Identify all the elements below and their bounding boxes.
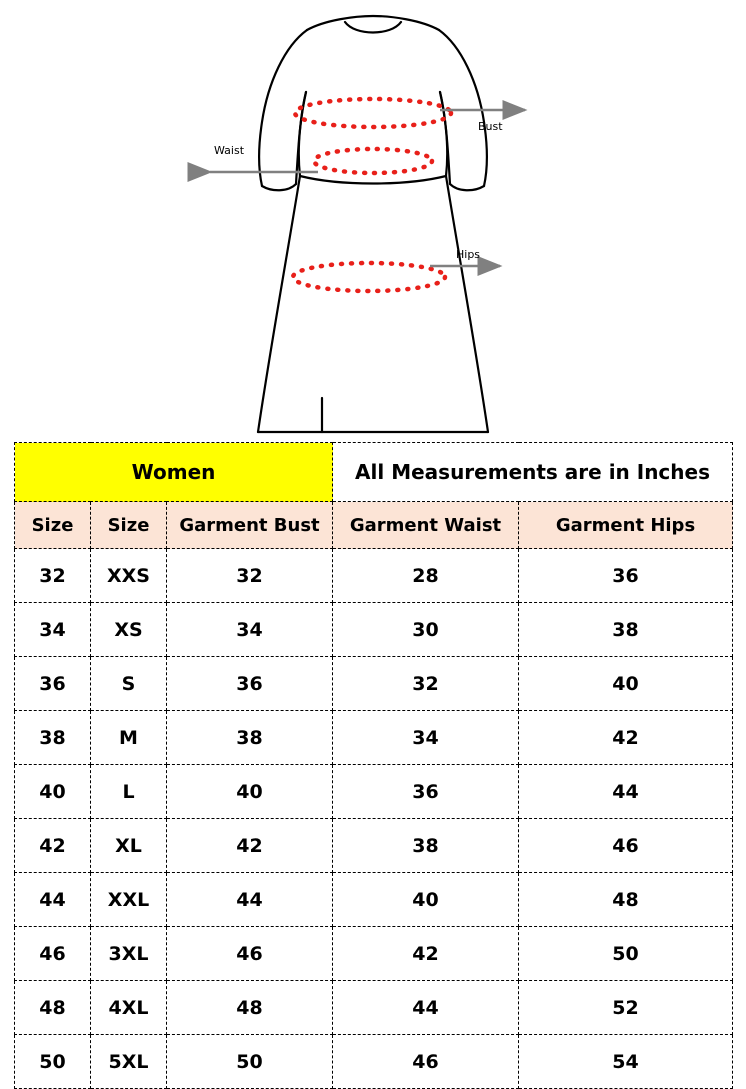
cell-waist: 38	[333, 819, 519, 873]
cell-size-alpha: 5XL	[91, 1035, 167, 1089]
cell-size-alpha: XXS	[91, 549, 167, 603]
cell-size-alpha: 4XL	[91, 981, 167, 1035]
table-row	[15, 1035, 733, 1089]
table-row	[15, 981, 733, 1035]
table-row	[15, 873, 733, 927]
cell-hips: 50	[519, 927, 733, 981]
cell-bust: 40	[167, 765, 333, 819]
cell-size-alpha: M	[91, 711, 167, 765]
cell-size-numeric: 48	[15, 981, 91, 1035]
size-table-wrapper	[14, 442, 732, 1089]
cell-waist: 34	[333, 711, 519, 765]
cell-size-numeric: 32	[15, 549, 91, 603]
cell-hips: 40	[519, 657, 733, 711]
header-garment-bust: Garment Bust	[167, 502, 333, 549]
cell-bust: 48	[167, 981, 333, 1035]
cell-size-alpha: XL	[91, 819, 167, 873]
cell-size-alpha: XS	[91, 603, 167, 657]
table-row	[15, 711, 733, 765]
cell-hips: 46	[519, 819, 733, 873]
size-table	[14, 442, 733, 1089]
cell-size-numeric: 34	[15, 603, 91, 657]
cell-size-numeric: 50	[15, 1035, 91, 1089]
cell-bust: 38	[167, 711, 333, 765]
table-header-row	[15, 502, 733, 549]
table-row	[15, 765, 733, 819]
cell-size-alpha: L	[91, 765, 167, 819]
cell-size-numeric: 36	[15, 657, 91, 711]
table-row	[15, 819, 733, 873]
title-women: Women	[15, 443, 333, 502]
cell-bust: 50	[167, 1035, 333, 1089]
cell-waist: 46	[333, 1035, 519, 1089]
header-garment-hips: Garment Hips	[519, 502, 733, 549]
dress-outline	[258, 16, 488, 432]
table-title-row	[15, 443, 733, 502]
dress-figure-svg	[0, 0, 746, 440]
cell-size-alpha: S	[91, 657, 167, 711]
header-garment-waist: Garment Waist	[333, 502, 519, 549]
cell-size-numeric: 44	[15, 873, 91, 927]
table-row	[15, 657, 733, 711]
bust-measure-ellipse	[295, 99, 451, 127]
cell-bust: 46	[167, 927, 333, 981]
cell-waist: 42	[333, 927, 519, 981]
cell-size-alpha: XXL	[91, 873, 167, 927]
title-measurements: All Measurements are in Inches	[333, 443, 733, 502]
cell-waist: 28	[333, 549, 519, 603]
cell-bust: 34	[167, 603, 333, 657]
table-row	[15, 549, 733, 603]
cell-size-numeric: 46	[15, 927, 91, 981]
cell-size-numeric: 40	[15, 765, 91, 819]
hips-measure-ellipse	[293, 263, 445, 291]
cell-size-numeric: 38	[15, 711, 91, 765]
table-row	[15, 603, 733, 657]
cell-bust: 42	[167, 819, 333, 873]
cell-size-numeric: 42	[15, 819, 91, 873]
cell-hips: 44	[519, 765, 733, 819]
waist-measure-ellipse	[314, 149, 432, 173]
cell-bust: 36	[167, 657, 333, 711]
cell-waist: 44	[333, 981, 519, 1035]
cell-waist: 40	[333, 873, 519, 927]
cell-hips: 36	[519, 549, 733, 603]
waist-label: Waist	[214, 144, 245, 157]
cell-hips: 54	[519, 1035, 733, 1089]
cell-bust: 32	[167, 549, 333, 603]
cell-bust: 44	[167, 873, 333, 927]
bust-label: Bust	[478, 120, 503, 133]
cell-waist: 30	[333, 603, 519, 657]
cell-hips: 48	[519, 873, 733, 927]
hips-label: Hips	[456, 248, 481, 261]
header-size-alpha: Size	[91, 502, 167, 549]
table-row	[15, 927, 733, 981]
cell-hips: 42	[519, 711, 733, 765]
cell-size-alpha: 3XL	[91, 927, 167, 981]
cell-hips: 38	[519, 603, 733, 657]
cell-hips: 52	[519, 981, 733, 1035]
cell-waist: 36	[333, 765, 519, 819]
header-size-numeric: Size	[15, 502, 91, 549]
cell-waist: 32	[333, 657, 519, 711]
dress-illustration	[0, 0, 746, 440]
